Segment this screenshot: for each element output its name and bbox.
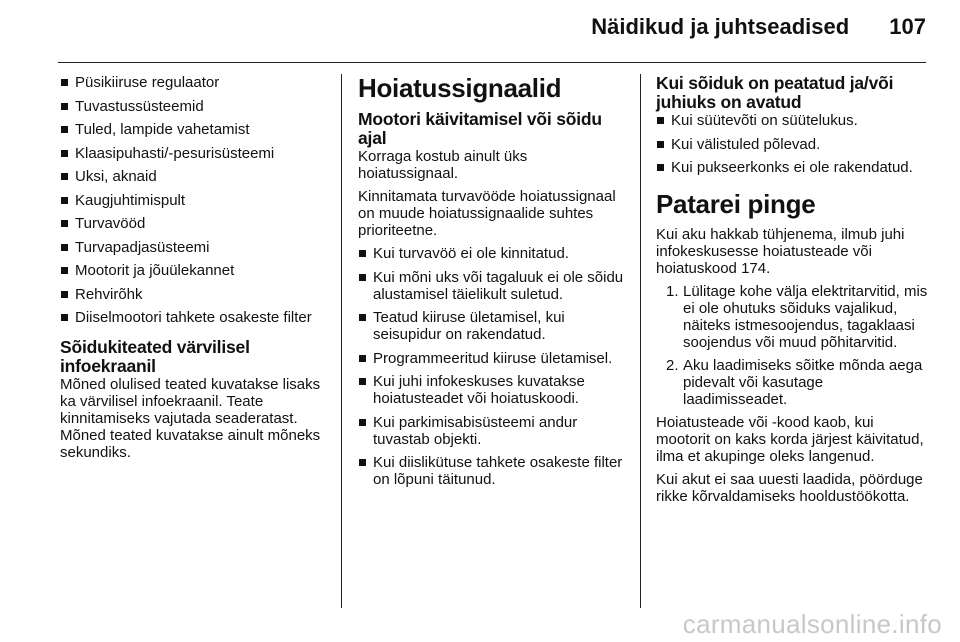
list-item: Rehvirõhk xyxy=(60,286,332,303)
condition-list xyxy=(358,245,630,488)
section-title: Näidikud ja juhtseadised xyxy=(591,14,850,39)
step-number: 1. xyxy=(666,283,679,300)
column-3 xyxy=(656,74,928,511)
chapter-title: Patarei pinge xyxy=(656,189,816,219)
list-item: Kui välistuled põlevad. xyxy=(656,136,928,153)
column-2 xyxy=(358,74,630,495)
list-item: Püsikiiruse regulaator xyxy=(60,74,332,91)
condition-list xyxy=(656,112,928,176)
list-item: Kui pukseerkonks ei ole rakendatud. xyxy=(656,159,928,176)
paragraph: Kui akut ei saa uuesti laadida, pöörduge rikke kõrvaldamiseks hooldustöökotta. xyxy=(656,471,923,505)
list-item: Tuvastussüsteemid xyxy=(60,98,332,115)
list-item: Mootorit ja jõuülekannet xyxy=(60,262,332,279)
list-item: Kui parkimisabisüsteemi andur tuvastab objekti. xyxy=(358,414,630,448)
list-item: Kui mõni uks või tagaluuk ei ole sõidu alustamisel täielikult suletud. xyxy=(358,269,630,303)
list-item: Turvavööd xyxy=(60,215,332,232)
page-header xyxy=(0,14,926,40)
list-item: Kui turvavöö ei ole kinnitatud. xyxy=(358,245,630,262)
section-heading: Sõidukiteated värvilisel infoekraanil xyxy=(60,337,250,376)
list-item: Tuled, lampide vahetamist xyxy=(60,121,332,138)
list-item: Klaasipuhasti/-pesurisüsteemi xyxy=(60,145,332,162)
header-rule xyxy=(58,62,926,63)
list-item: Diiselmootori tahkete osakeste filter xyxy=(60,309,332,326)
list-item: Programmeeritud kiiruse ületamisel. xyxy=(358,350,630,367)
paragraph: Kinnitamata turvavööde hoiatussignaal on muude hoiatussignaalide suhtes prioriteetne. xyxy=(358,188,616,239)
list-item: Kui juhi infokeskuses kuvatakse hoiatusteadet või hoiatuskoodi. xyxy=(358,373,630,407)
paragraph: Kui aku hakkab tühjenema, ilmub juhi infokeskusesse hoiatusteade või hoiatuskood 174. xyxy=(656,226,905,277)
list-item: Kui süütevõti on süütelukus. xyxy=(656,112,928,129)
step-text: Lülitage kohe välja elektritarvitid, mis ei ole ohutuks sõiduks vajalikud, näiteks istmesoojendus, tagaklaasi soojendus või muud põhitarvitid. xyxy=(683,283,928,351)
column-1 xyxy=(60,74,332,467)
list-item xyxy=(656,357,928,408)
step-text: Aku laadimiseks sõitke mõnda aega pidevalt või kasutage laadimisseadet. xyxy=(683,357,923,408)
paragraph: Mõned olulised teated kuvatakse lisaks ka värvilisel infoekraanil. Teate kinnitamiseks vajutada seaderatast. Mõned teated kuvatakse ainult mõneks sekundiks. xyxy=(60,376,321,461)
list-item: Kaugjuhtimispult xyxy=(60,192,332,209)
list-item: Kui diislikütuse tahkete osakeste filter on lõpuni täitunud. xyxy=(358,454,630,488)
list-item xyxy=(656,283,928,351)
paragraph: Hoiatusteade või -kood kaob, kui mootorit on kaks korda järjest käivitatud, ilma et akupinge oleks langenud. xyxy=(656,414,924,465)
step-list xyxy=(656,283,928,408)
section-heading: Kui sõiduk on peatatud ja/või juhiuks on avatud xyxy=(656,73,894,112)
topic-list xyxy=(60,74,332,326)
column-divider-2 xyxy=(640,74,641,608)
page-number: 107 xyxy=(889,14,926,39)
list-item: Teatud kiiruse ületamisel, kui seisupidur on rakendatud. xyxy=(358,309,630,343)
chapter-title: Hoiatussignaalid xyxy=(358,73,562,103)
paragraph: Korraga kostub ainult üks hoiatussignaal. xyxy=(358,148,528,182)
list-item: Uksi, aknaid xyxy=(60,168,332,185)
step-number: 2. xyxy=(666,357,679,374)
list-item: Turvapadjasüsteemi xyxy=(60,239,332,256)
watermark: carmanualsonline.info xyxy=(682,609,942,639)
section-heading: Mootori käivitamisel või sõidu ajal xyxy=(358,109,602,148)
column-divider-1 xyxy=(341,74,342,608)
